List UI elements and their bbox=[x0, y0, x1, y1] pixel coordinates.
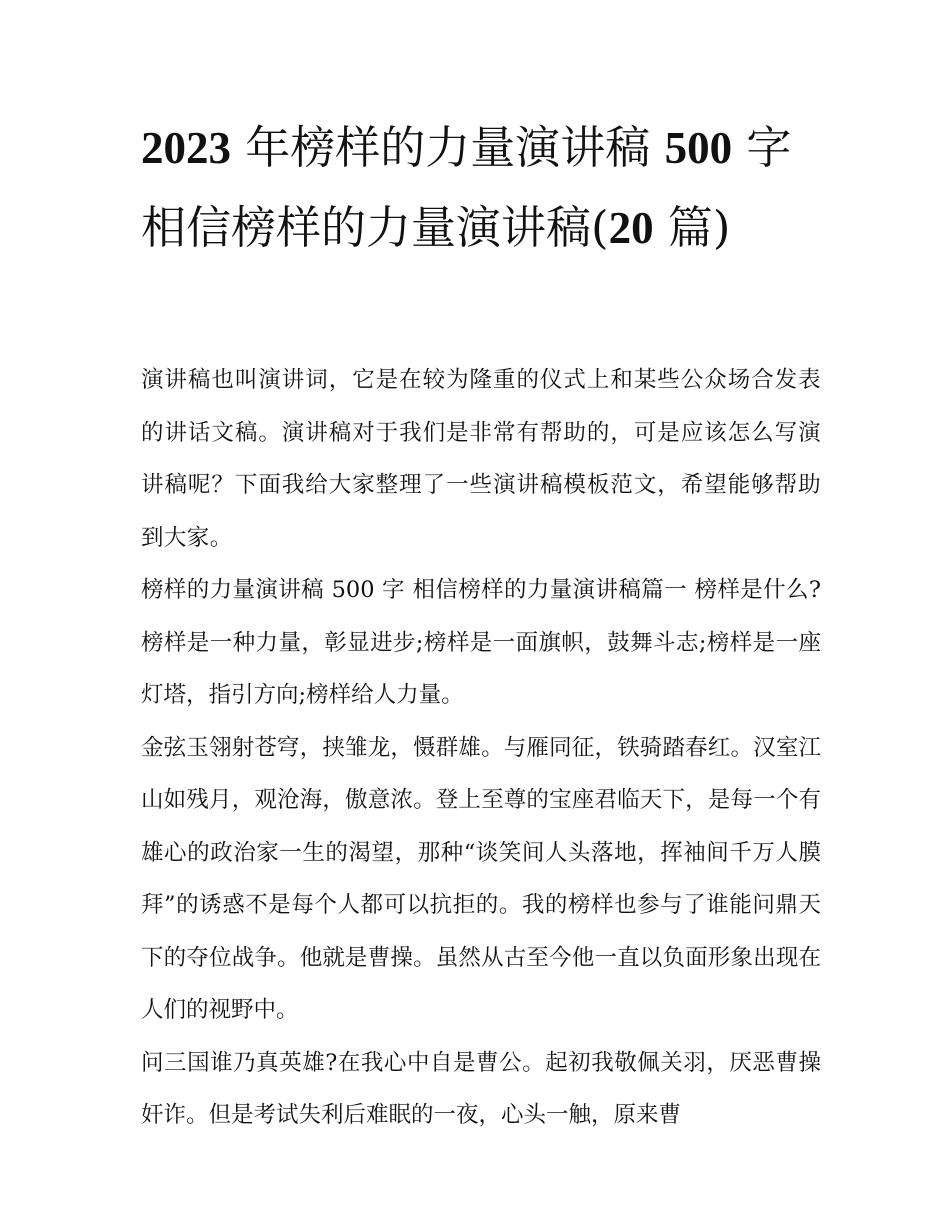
title-count: 20 bbox=[608, 203, 654, 253]
title-year: 2023 bbox=[141, 123, 231, 173]
title-text-c: 篇) bbox=[653, 201, 731, 254]
paragraph-intro: 演讲稿也叫演讲词，它是在较为隆重的仪式上和某些公众场合发表的讲话文稿。演讲稿对于我们是非常有帮助的，可是应该怎么写演讲稿呢？下面我给大家整理了一些演讲稿模板范文，希望能够帮助到大家。 bbox=[141, 367, 821, 551]
title-word-count: 500 bbox=[664, 123, 733, 173]
document-body bbox=[141, 354, 821, 1142]
paragraph-hero: 问三国谁乃真英雄?在我心中自是曹公。起初我敬佩关羽，厌恶曹操奸诈。但是考试失利后难眠的一夜，心头一触，原来曹 bbox=[141, 1049, 821, 1128]
title-text-a: 年榜样的力量演讲稿 bbox=[231, 121, 665, 174]
document-title bbox=[141, 108, 821, 268]
paragraph-poem: 金弦玉翎射苍穹，挟雏龙，慑群雄。与雁同征，铁骑踏春红。汉室江山如残月，观沧海，傲意浓。登上至尊的宝座君临天下，是每一个有雄心的政治家一生的渴望，那种“谈笑间人头落地，挥袖间千万人膜拜”的诱惑不是每个人都可以抗拒的。我的榜样也参与了谁能问鼎天下的夺位战争。他就是曹操。虽然从古至今他一直以负面形象出现在人们的视野中。 bbox=[141, 734, 821, 1023]
title-text-b: 字 相信榜样的力量演讲稿( bbox=[141, 121, 792, 254]
paragraph-section-one: 榜样的力量演讲稿 500 字 相信榜样的力量演讲稿篇一 榜样是什么?榜样是一种力量，彰显进步;榜样是一面旗帜，鼓舞斗志;榜样是一座灯塔，指引方向;榜样给人力量。 bbox=[141, 577, 821, 708]
